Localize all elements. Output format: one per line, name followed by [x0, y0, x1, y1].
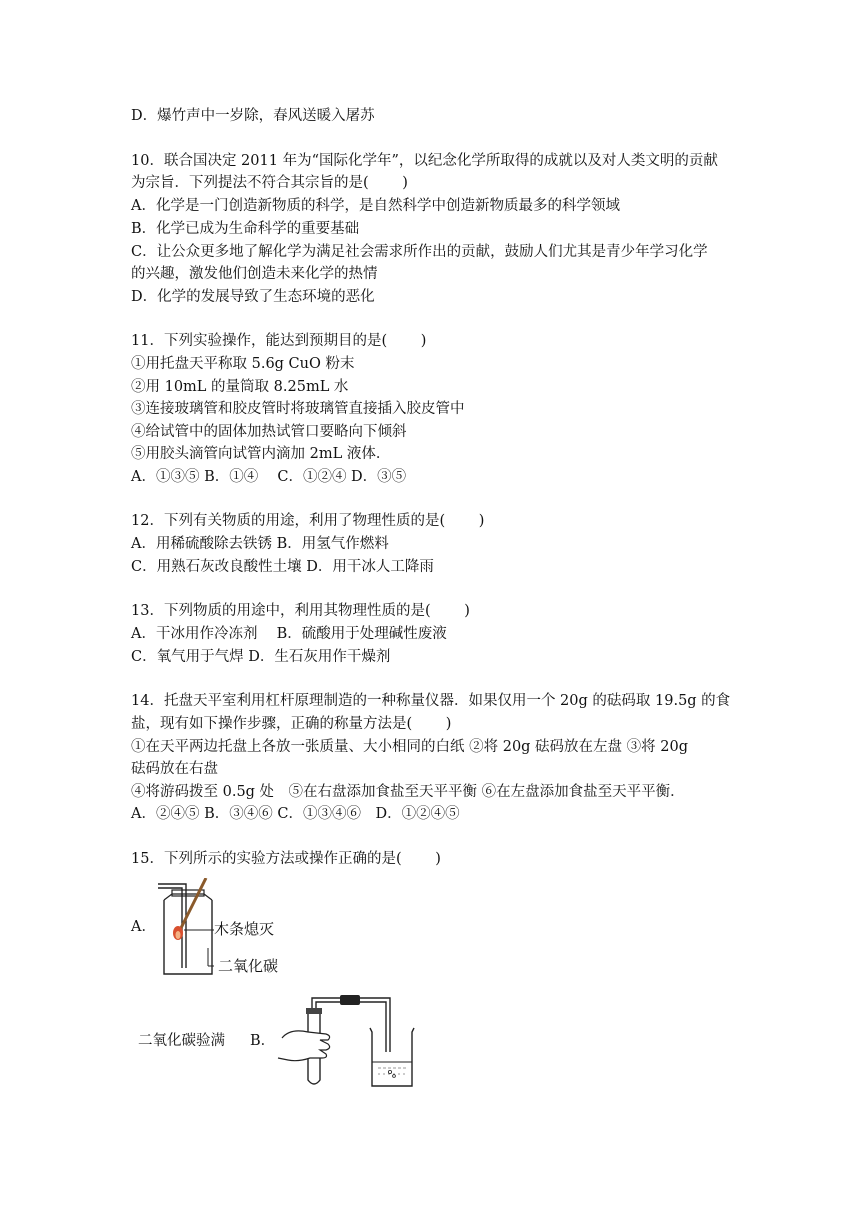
q13-options-cd: C．氧气用于气焊 D．生石灰用作干燥剂 [131, 649, 391, 665]
q9-option-d: D．爆竹声中一岁除，春风送暖入屠苏 [131, 108, 375, 124]
q14-stem-line2: 盐，现有如下操作步骤，正确的称量方法是( ) [131, 716, 452, 732]
q11-item-3: ③连接玻璃管和胶皮管时将玻璃管直接插入胶皮管中 [131, 401, 465, 417]
q14-options: A．②④⑤ B．③④⑥ C．①③④⑥ D．①②④⑤ [131, 806, 460, 822]
q15-figure-b [270, 988, 420, 1090]
q14-steps-line1: ①在天平两边托盘上各放一张质量、大小相同的白纸 ②将 20g 砝码放在左盘 ③将 20g [131, 739, 689, 755]
q11-item-5: ⑤用胶头滴管向试管内滴加 2mL 液体． [131, 446, 391, 462]
q10-option-c-line1: C．让公众更多地了解化学为满足社会需求所作出的贡献，鼓励人们尤其是青少年学习化学 [131, 244, 708, 260]
q10-option-b: B．化学已成为生命科学的重要基础 [131, 221, 360, 237]
q10-option-a: A．化学是一门创造新物质的科学，是自然科学中创造新物质最多的科学领域 [131, 198, 620, 214]
q14-stem-line1: 14．托盘天平室利用杠杆原理制造的一种称量仪器．如果仅用一个 20g 的砝码取 19.5g 的食 [131, 693, 731, 709]
q12-options-cd: C．用熟石灰改良酸性土壤 D．用干冰人工降雨 [131, 559, 434, 575]
q11-item-4: ④给试管中的固体加热试管口要略向下倾斜 [131, 424, 407, 440]
q15-figure-a [150, 878, 310, 978]
q12-stem: 12．下列有关物质的用途，利用了物理性质的是( ) [131, 513, 485, 529]
q15-figure-a-label-bottom: 二氧化碳 [218, 957, 279, 975]
q10-stem-line2: 为宗旨．下列提法不符合其宗旨的是( ) [131, 175, 408, 191]
airtightness-check-diagram [270, 988, 420, 1090]
q15-figure-a-label-top: 木条熄灭 [214, 920, 275, 938]
q13-options-ab: A．干冰用作冷冻剂 B．硫酸用于处理碱性废液 [131, 626, 447, 642]
q11-stem: 11．下列实验操作，能达到预期目的是( ) [131, 333, 427, 349]
q15-stem: 15．下列所示的实验方法或操作正确的是( ) [131, 851, 441, 867]
q10-option-c-line2: 的兴趣，激发他们创造未来化学的热情 [131, 266, 378, 282]
q12-options-ab: A．用稀硫酸除去铁锈 B．用氢气作燃料 [131, 536, 389, 552]
q10-stem-line1: 10．联合国决定 2011 年为“国际化学年”，以纪念化学所取得的成就以及对人类文明的贡献 [131, 153, 718, 169]
q15-figure-b-letter: B． [250, 1033, 276, 1049]
q15-figure-a-caption: 二氧化碳验满 [138, 1033, 225, 1049]
q13-stem: 13．下列物质的用途中，利用其物理性质的是( ) [131, 603, 470, 619]
q14-steps-line3: ④将游码拨至 0.5g 处 ⑤在右盘添加食盐至天平平衡 ⑥在左盘添加食盐至天平平衡． [131, 784, 685, 800]
q11-item-2: ②用 10mL 的量筒取 8.25mL 水 [131, 379, 349, 395]
q14-steps-line2: 砝码放在右盘 [131, 761, 218, 777]
q10-option-d: D．化学的发展导致了生态环境的恶化 [131, 289, 375, 305]
q15-figure-a-letter: A． [131, 919, 156, 935]
q11-options: A．①③⑤ B．①④ C．①②④ D．③⑤ [131, 469, 407, 485]
q11-item-1: ①用托盘天平称取 5.6g CuO 粉末 [131, 356, 355, 372]
